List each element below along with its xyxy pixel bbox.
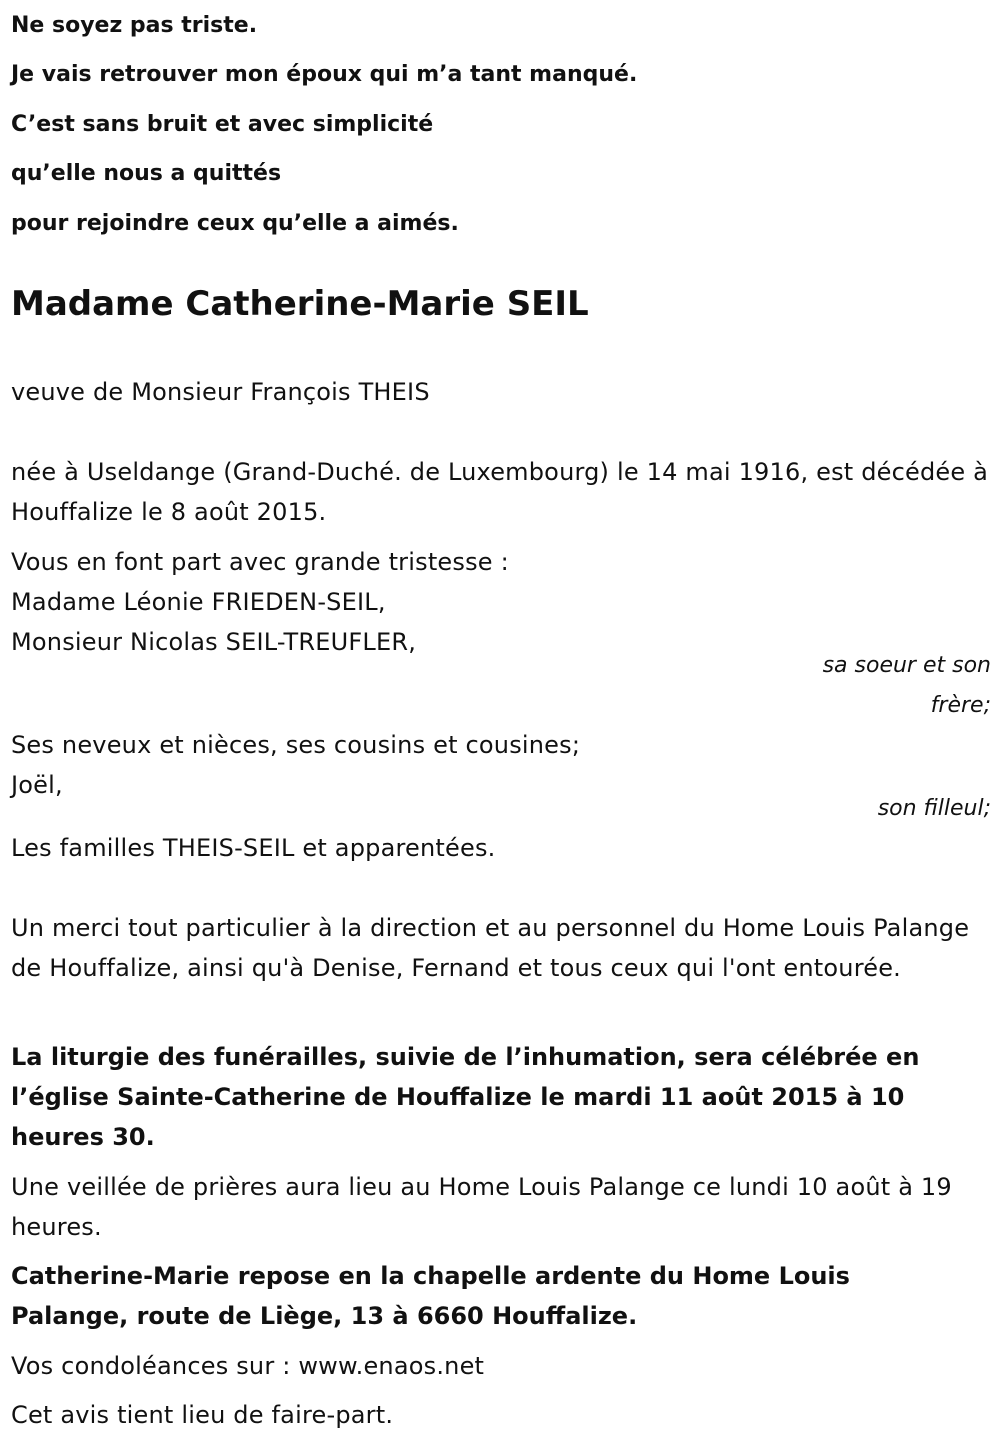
poem-line: qu’elle nous a quittés [11,161,282,186]
family-intro: Vous en font part avec grande tristesse : [11,548,509,576]
vigil-paragraph: Une veillée de prières aura lieu au Home Louis Palange ce lundi 10 août à 19 heures. [11,1173,952,1241]
sibling-role-cont: frère; [930,693,991,718]
funeral-paragraph: La liturgie des funérailles, suivie de l’inhumation, sera célébrée en l’église Sainte-Catherine de Houffalize le mardi 11 août 2015 à 10 heures 30. [11,1043,920,1151]
godson-name: Joël, [11,771,63,799]
deceased-name: Madame Catherine-Marie SEIL [11,284,589,324]
poem-line: pour rejoindre ceux qu’elle a aimés. [11,211,459,236]
poem-line: C’est sans bruit et avec simplicité [11,112,434,137]
poem-line: Ne soyez pas triste. [11,13,258,38]
godson-role: son filleul; [877,796,991,821]
condolences-line: Vos condoléances sur : www.enaos.net [11,1352,485,1380]
sibling-role: sa soeur et son [822,653,991,678]
sibling-brother: Monsieur Nicolas SEIL-TREUFLER, [11,628,417,656]
sibling-sister: Madame Léonie FRIEDEN-SEIL, [11,588,386,616]
notice-line: Cet avis tient lieu de faire-part. [11,1401,394,1429]
nephews-cousins: Ses neveux et nièces, ses cousins et cousines; [11,731,581,759]
families: Les familles THEIS-SEIL et apparentées. [11,834,496,862]
birth-death-info: née à Useldange (Grand-Duché. de Luxembourg) le 14 mai 1916, est décédée à Houffalize le 8 août 2015. [11,458,989,526]
poem-line: Je vais retrouver mon époux qui m’a tant manqué. [11,62,638,87]
thanks-paragraph: Un merci tout particulier à la direction et au personnel du Home Louis Palange de Houffalize, ainsi qu'à Denise, Fernand et tous ceux qui l'ont entourée. [11,914,970,982]
widow-of: veuve de Monsieur François THEIS [11,378,430,406]
resting-paragraph: Catherine-Marie repose en la chapelle ardente du Home Louis Palange, route de Liège, 13 à 6660 Houffalize. [11,1262,850,1330]
